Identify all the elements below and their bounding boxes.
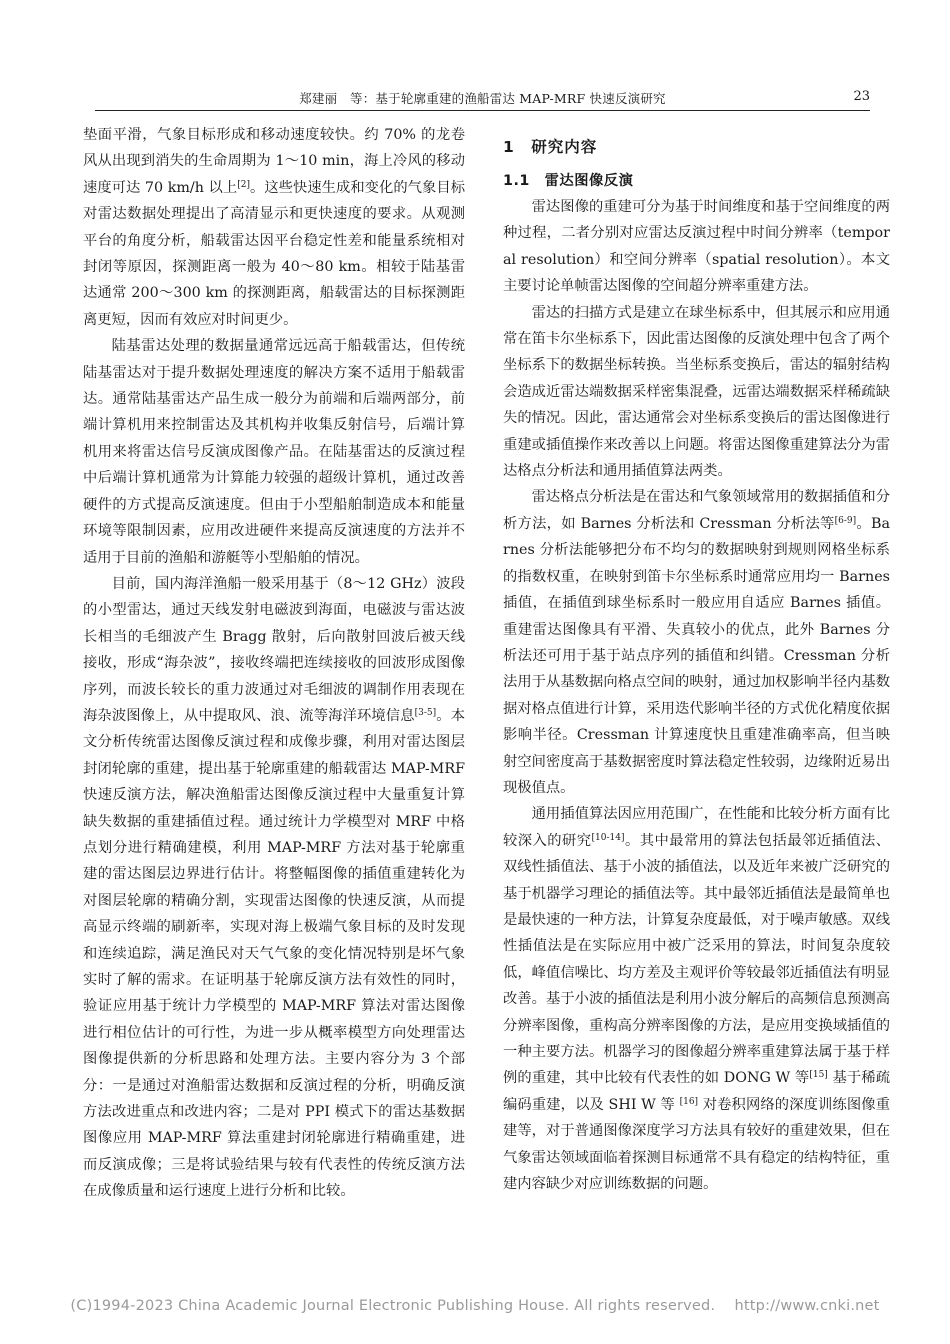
paragraph-text: 陆基雷达处理的数据量通常远远高于船载雷达，但传统陆基雷达对于提升数据处理速度的解决方案不适用于船载雷达。通常陆基雷达产品生成一般分为前端和后端两部分，前端计算机用来控制雷达及其机构并收集反射信号，后端计算机用来将雷达信号反演成图像产品。在陆基雷达的反演过程中后端计算机通常为计算能力较强的超级计算机，通过改善硬件的方式提高反演速度。但由于小型船舶制造成本和能量环境等限制因素，应用改进硬件来提高反演速度的方法并不适用于目前的渔船和游艇等小型船舶的情况。 (83, 338, 465, 566)
left-paragraph-3 (83, 571, 465, 1205)
citation-ref: [2] (237, 179, 250, 190)
right-paragraph-3 (503, 484, 890, 801)
citation-ref: [3-5] (414, 707, 437, 718)
paragraph-text: 目前，国内海洋渔船一般采用基于（8～12 GHz）波段的小型雷达，通过天线发射电磁波到海面，电磁波与雷达波长相当的毛细波产生 Bragg 散射，后向散射回波后被天线接收，形成“海杂波”，接收终端把连续接收的回波形成图像序列，而波长较长的重力波通过对毛细波的调制作用表现在海杂波图像上，从中提取风、浪、流等海洋环境信息 (83, 575, 465, 724)
citation-ref: [16] (679, 1096, 699, 1107)
paragraph-text: 。本文分析传统雷达图像反演过程和成像步骤，利用对雷达图层封闭轮廓的重建，提出基于轮廓重建的船载雷达 MAP-MRF 快速反演方法，解决渔船雷达图像反演过程中大量重复计算缺失数据的重建插值过程。通过统计力学模型对 MRF 中格点划分进行精确建模，利用 MAP-MRF 方法对基于轮廓重建的雷达图层边界进行估计。将整幅图像的插值重建转化为对图层轮廓的精确分割，实现雷达图像的快速反演，从而提高显示终端的刷新率，实现对海上极端气象目标的及时发现和连续追踪，满足渔民对天气气象的变化情况特别是坏气象实时了解的需求。在证明基于轮廓反演方法有效性的同时，验证应用基于统计力学模型的 MAP-MRF 算法对雷达图像进行相位估计的可行性，为进一步从概率模型方向处理雷达图像提供新的分析思路和处理方法。主要内容分为 3 个部分：一是通过对渔船雷达数据和反演过程的分析，明确反演方法改进重点和改进内容；二是对 PPI 模式下的雷达基数据图像应用 MAP-MRF 算法重建封闭轮廓进行精确重建，进而反演成像；三是将试验结果与较有代表性的传统反演方法在成像质量和运行速度上进行分析和比较。 (83, 707, 466, 1200)
right-paragraph-1 (503, 194, 890, 300)
right-column (503, 122, 890, 1197)
paragraph-text: 对卷积网络的深度训练图像重建等，对于普通图像深度学习方法具有较好的重建效果，但在气象雷达领域面临着探测目标通常不具有稳定的结构特征，重建内容缺少对应训练数据的问题。 (503, 1096, 890, 1193)
citation-ref: [6-9] (834, 515, 857, 526)
left-paragraph-1 (83, 122, 465, 333)
section-heading: 1 研究内容 (503, 138, 598, 156)
page-number: 23 (853, 89, 870, 104)
paragraph-text: 雷达的扫描方式是建立在球坐标系中，但其展示和应用通常在笛卡尔坐标系下，因此雷达图像的反演处理中包含了两个坐标系下的数据坐标转换。当坐标系变换后，雷达的辐射结构会造成近雷达端数据采样密集混叠，远雷达端数据采样稀疏缺失的情况。因此，雷达通常会对坐标系变换后的雷达图像进行重建或插值操作来改善以上问题。将雷达图像重建算法分为雷达格点分析法和通用插值算法两类。 (503, 304, 890, 480)
left-column (83, 122, 465, 1205)
paragraph-text: 。这些快速生成和变化的气象目标对雷达数据处理提出了高清显示和更快速度的要求。从观测平台的角度分析，船载雷达因平台稳定性差和能量系统相对封闭等原因，探测距离一般为 40～80 km。相较于陆基雷达通常 200～300 km 的探测距离，船载雷达的目标探测距离更短，因而有效应对时间更少。 (83, 179, 465, 328)
citation-ref: [15] (809, 1070, 828, 1081)
running-header-title: 郑建丽 等：基于轮廓重建的渔船雷达 MAP-MRF 快速反演研究 (299, 91, 666, 106)
citation-ref: [10-14] (591, 832, 625, 843)
running-header (95, 86, 870, 111)
left-paragraph-2 (83, 333, 465, 571)
paragraph-text: 。Barnes 分析法能够把分布不均匀的数据映射到规则网格坐标系的指数权重，在映射到笛卡尔坐标系时通常应用均一 Barnes 插值，在插值到球坐标系时一般应用自适应 Barnes 插值。重建雷达图像具有平滑、失真较小的优点，此外 Barnes 分析法还可用于基于站点序列的插值和纠错。Cressman 分析法用于从基数据向格点空间的映射，通过加权影响半径内基数据对格点值进行计算，采用迭代影响半径的方式优化精度依据影响半径。Cressman 计算速度快且重建准确率高，但当映射空间密度高于基数据密度时算法稳定性较弱，边缘附近易出现极值点。 (503, 515, 890, 796)
paragraph-text: 。其中最常用的算法包括最邻近插值法、双线性插值法、基于小波的插值法，以及近年来被广泛研究的基于机器学习理论的插值法等。其中最邻近插值法是最简单也是最快速的一种方法，计算复杂度最低，对于噪声敏感。双线性插值法是在实际应用中被广泛采用的算法，时间复杂度较低，峰值信噪比、均方差及主观评价等较最邻近插值法有明显改善。基于小波的插值法是利用小波分解后的高频信息预测高分辨率图像，重构高分辨率图像的方法，是应用变换域插值的一种主要方法。机器学习的图像超分辨率重建算法属于基于样例的重建，其中比较有代表性的如 DONG W 等 (503, 832, 891, 1087)
paragraph-text: 垫面平滑，气象目标形成和移动速度较快。约 70% 的龙卷风从出现到消失的生命周期为 1～10 min，海上冷风的移动速度可达 70 km/h 以上 (83, 127, 465, 196)
right-paragraph-4 (503, 801, 890, 1197)
paragraph-text: 通用插值算法因应用范围广，在性能和比较分析方面有比较深入的研究 (503, 806, 890, 849)
paragraph-text: 雷达图像的重建可分为基于时间维度和基于空间维度的两种过程，二者分别对应雷达反演过程中时间分辨率（temporal resolution）和空间分辨率（spatial resolution）。本文主要讨论单帧雷达图像的空间超分辨率重建方法。 (503, 199, 890, 295)
paragraph-text: 基于稀疏编码重建，以及 SHI W 等 (503, 1070, 890, 1113)
subsection-heading: 1.1 雷达图像反演 (503, 173, 634, 189)
footer-copyright: (C)1994-2023 China Academic Journal Electronic Publishing House. All rights reserved. http://www.cnki.net (70, 1298, 880, 1314)
right-paragraph-2 (503, 300, 890, 485)
paragraph-text: 雷达格点分析法是在雷达和气象领域常用的数据插值和分析方法，如 Barnes 分析法和 Cressman 分析法等 (503, 489, 890, 532)
